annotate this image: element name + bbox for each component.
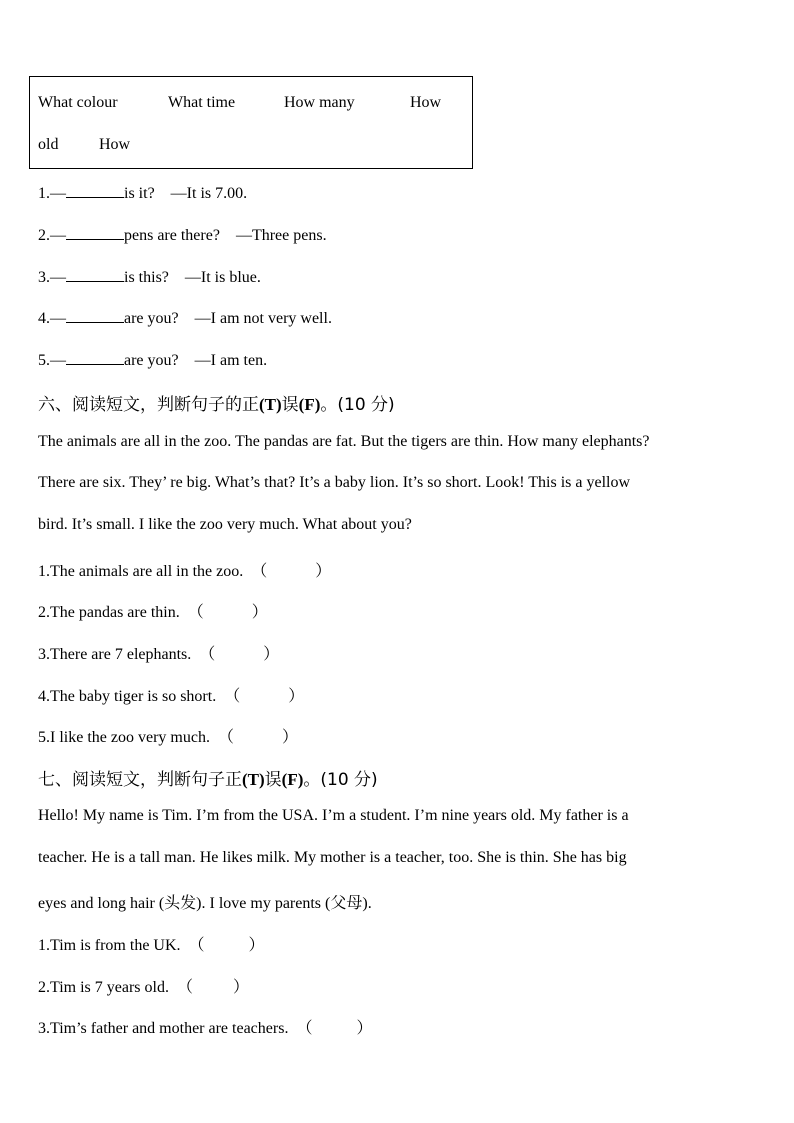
- question-number: 3.—: [38, 269, 66, 286]
- answer-text: —I am ten.: [194, 352, 268, 369]
- answer-paren-close: ）: [356, 1020, 373, 1037]
- answer-paren-open[interactable]: （: [199, 646, 216, 663]
- passage-line: bird. It’s small. I like the zoo very much. What about you?: [38, 516, 412, 533]
- item-text: 1.Tim is from the UK.: [38, 937, 181, 954]
- judgement-item: [38, 724, 298, 747]
- judgement-item: [38, 1015, 372, 1038]
- answer-blank[interactable]: [66, 267, 124, 282]
- answer-blank[interactable]: [66, 225, 124, 240]
- question-number: 4.—: [38, 310, 66, 327]
- word-bank-item: How: [410, 94, 442, 111]
- item-text: 4.The baby tiger is so short.: [38, 688, 217, 705]
- answer-paren-close: ）: [263, 646, 280, 663]
- word-bank-box: [29, 76, 473, 169]
- section-heading: [38, 390, 395, 415]
- heading-text: 七、阅读短文，判断句子正: [38, 770, 242, 790]
- heading-text: 六、阅读短文，判断句子的正: [38, 395, 259, 415]
- heading-text: 误: [264, 770, 282, 790]
- heading-f: (F): [298, 395, 321, 414]
- passage-line: teacher. He is a tall man. He likes milk. My mother is a teacher, too. She is thin. She has big: [38, 849, 627, 866]
- question-text: is this?: [124, 269, 169, 286]
- answer-paren-close: ）: [233, 979, 250, 996]
- answer-blank[interactable]: [66, 308, 124, 323]
- item-text: 3.There are 7 elephants.: [38, 646, 192, 663]
- section-heading: [38, 765, 378, 790]
- judgement-item: [38, 599, 268, 622]
- answer-paren-open[interactable]: （: [224, 688, 241, 705]
- answer-paren-close: ）: [248, 937, 265, 954]
- judgement-item: [38, 974, 249, 997]
- passage-line: eyes and long hair (头发). I love my parents (父母).: [38, 895, 372, 912]
- question-number: 2.—: [38, 227, 66, 244]
- heading-text: 误: [281, 395, 299, 415]
- answer-paren-open[interactable]: （: [217, 729, 234, 746]
- question-text: is it?: [124, 185, 155, 202]
- word-bank-item: How many: [284, 94, 355, 111]
- heading-text: 。(10 分): [320, 395, 395, 415]
- fill-blank-question: [38, 350, 267, 370]
- answer-paren-open[interactable]: （: [187, 604, 204, 621]
- item-text: 1.The animals are all in the zoo.: [38, 563, 244, 580]
- fill-blank-question: [38, 308, 332, 328]
- word-bank-item: How: [99, 136, 131, 153]
- fill-blank-question: [38, 225, 327, 245]
- answer-paren-open[interactable]: （: [188, 937, 205, 954]
- judgement-item: [38, 558, 331, 581]
- word-bank-item: What colour: [38, 94, 118, 111]
- answer-paren-open[interactable]: （: [176, 979, 193, 996]
- word-bank-item: old: [38, 136, 59, 153]
- heading-f: (F): [281, 770, 304, 789]
- answer-blank[interactable]: [66, 183, 124, 198]
- answer-paren-open[interactable]: （: [251, 563, 268, 580]
- item-text: 3.Tim’s father and mother are teachers.: [38, 1020, 289, 1037]
- judgement-item: [38, 683, 304, 706]
- item-text: 2.The pandas are thin.: [38, 604, 180, 621]
- fill-blank-question: [38, 183, 247, 203]
- answer-text: —I am not very well.: [194, 310, 332, 327]
- judgement-item: [38, 641, 279, 664]
- fill-blank-question: [38, 267, 261, 287]
- heading-t: (T): [259, 395, 282, 414]
- item-text: 2.Tim is 7 years old.: [38, 979, 169, 996]
- passage-line: The animals are all in the zoo. The pandas are fat. But the tigers are thin. How many elephants?: [38, 433, 650, 450]
- answer-text: —It is 7.00.: [170, 185, 248, 202]
- heading-text: 。(10 分): [303, 770, 378, 790]
- question-text: are you?: [124, 310, 179, 327]
- question-text: pens are there?: [124, 227, 220, 244]
- passage-line: There are six. They’ re big. What’s that? It’s a baby lion. It’s so short. Look! This is a yellow: [38, 474, 631, 491]
- answer-paren-close: ）: [251, 604, 268, 621]
- item-text: 5.I like the zoo very much.: [38, 729, 210, 746]
- question-number: 1.—: [38, 185, 66, 202]
- answer-paren-open[interactable]: （: [296, 1020, 313, 1037]
- heading-t: (T): [242, 770, 265, 789]
- answer-text: —It is blue.: [184, 269, 261, 286]
- question-number: 5.—: [38, 352, 66, 369]
- answer-text: —Three pens.: [235, 227, 327, 244]
- question-text: are you?: [124, 352, 179, 369]
- judgement-item: [38, 932, 265, 955]
- answer-blank[interactable]: [66, 350, 124, 365]
- passage-line: Hello! My name is Tim. I’m from the USA. I’m a student. I’m nine years old. My father is a: [38, 807, 629, 824]
- word-bank-item: What time: [168, 94, 236, 111]
- answer-paren-close: ）: [315, 563, 332, 580]
- answer-paren-close: ）: [281, 729, 298, 746]
- answer-paren-close: ）: [288, 688, 305, 705]
